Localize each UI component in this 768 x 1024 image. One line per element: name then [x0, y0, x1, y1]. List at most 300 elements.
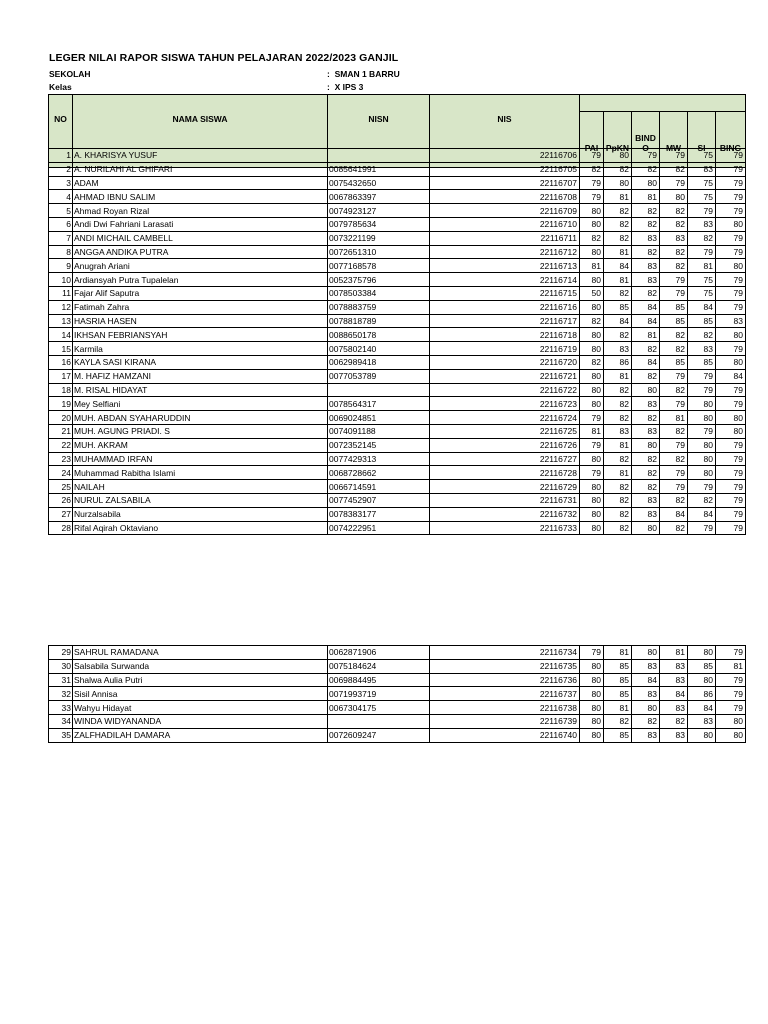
student-nisn: 0077429313 — [328, 452, 430, 466]
table-row — [49, 328, 746, 342]
score-si: 83 — [688, 217, 716, 231]
score-si: 83 — [688, 342, 716, 356]
score-bing: 80 — [716, 411, 746, 425]
row-number: 12 — [49, 300, 73, 314]
score-bindo: 83 — [632, 259, 660, 273]
score-si: 83 — [688, 162, 716, 176]
score-pai: 80 — [580, 521, 604, 535]
score-si: 81 — [688, 259, 716, 273]
student-name: Fajar Alif Saputra — [73, 286, 328, 300]
score-bing: 79 — [716, 507, 746, 521]
score-si: 79 — [688, 204, 716, 218]
student-name: Andi Dwi Fahriani Larasati — [73, 217, 328, 231]
table-row — [49, 411, 746, 425]
student-name: NAILAH — [73, 480, 328, 494]
row-number: 21 — [49, 424, 73, 438]
student-name: KAYLA SASI KIRANA — [73, 355, 328, 369]
table-row — [49, 369, 746, 383]
row-number: 30 — [49, 659, 73, 673]
score-si: 80 — [688, 452, 716, 466]
student-name: MUH. AGUNG PRIADI. S — [73, 424, 328, 438]
score-si: 84 — [688, 507, 716, 521]
header-nama-siswa: NAMA SISWA — [73, 95, 328, 168]
row-number: 25 — [49, 480, 73, 494]
student-nis: 22116712 — [430, 245, 580, 259]
table-row — [49, 273, 746, 287]
score-ppkn: 81 — [604, 646, 632, 660]
header-subject-group — [580, 95, 746, 112]
score-bing: 79 — [716, 673, 746, 687]
score-ppkn: 84 — [604, 259, 632, 273]
score-bindo: 82 — [632, 217, 660, 231]
score-ppkn: 86 — [604, 355, 632, 369]
student-nisn: 0073221199 — [328, 231, 430, 245]
student-name: SAHRUL RAMADANA — [73, 646, 328, 660]
table-row — [49, 190, 746, 204]
student-nis: 22116715 — [430, 286, 580, 300]
score-mw: 79 — [660, 466, 688, 480]
student-nis: 22116727 — [430, 452, 580, 466]
score-ppkn: 80 — [604, 149, 632, 163]
score-mw: 80 — [660, 190, 688, 204]
score-mw: 85 — [660, 355, 688, 369]
header-ppkn: PpKN — [604, 112, 632, 168]
score-si: 84 — [688, 300, 716, 314]
student-nis: 22116720 — [430, 355, 580, 369]
student-nis: 22116729 — [430, 480, 580, 494]
school-name: SMAN 1 BARRU — [334, 69, 400, 79]
score-bing: 83 — [716, 314, 746, 328]
header-nisn: NISN — [328, 95, 430, 168]
score-ppkn: 83 — [604, 342, 632, 356]
score-pai: 82 — [580, 314, 604, 328]
student-nisn — [328, 714, 430, 728]
student-nisn: 0069884495 — [328, 673, 430, 687]
score-pai: 80 — [580, 245, 604, 259]
score-bindo: 82 — [632, 162, 660, 176]
score-bindo: 82 — [632, 286, 660, 300]
score-si: 85 — [688, 355, 716, 369]
score-mw: 82 — [660, 383, 688, 397]
score-ppkn: 85 — [604, 659, 632, 673]
score-si: 79 — [688, 424, 716, 438]
score-bing: 79 — [716, 687, 746, 701]
score-ppkn: 82 — [604, 286, 632, 300]
score-si: 82 — [688, 328, 716, 342]
score-mw: 83 — [660, 659, 688, 673]
student-nisn: 0078383177 — [328, 507, 430, 521]
row-number: 17 — [49, 369, 73, 383]
score-bindo: 82 — [632, 452, 660, 466]
score-bindo: 82 — [632, 342, 660, 356]
student-nis: 22116722 — [430, 383, 580, 397]
row-number: 22 — [49, 438, 73, 452]
score-bindo: 80 — [632, 521, 660, 535]
student-nis: 22116735 — [430, 659, 580, 673]
table-row — [49, 355, 746, 369]
score-bindo: 84 — [632, 300, 660, 314]
student-nis: 22116726 — [430, 438, 580, 452]
student-nis: 22116710 — [430, 217, 580, 231]
student-name: HASRIA HASEN — [73, 314, 328, 328]
score-mw: 83 — [660, 728, 688, 742]
table-row — [49, 466, 746, 480]
score-mw: 81 — [660, 411, 688, 425]
score-si: 79 — [688, 480, 716, 494]
score-bing: 80 — [716, 714, 746, 728]
row-number: 8 — [49, 245, 73, 259]
score-pai: 80 — [580, 701, 604, 715]
score-pai: 80 — [580, 687, 604, 701]
table-row — [49, 507, 746, 521]
score-pai: 82 — [580, 355, 604, 369]
table-row — [49, 701, 746, 715]
row-number: 33 — [49, 701, 73, 715]
student-nisn — [328, 149, 430, 163]
row-number: 23 — [49, 452, 73, 466]
score-mw: 82 — [660, 342, 688, 356]
score-bindo: 79 — [632, 149, 660, 163]
score-ppkn: 81 — [604, 245, 632, 259]
student-name: A. NURILAHI AL GHIFARI — [73, 162, 328, 176]
score-pai: 79 — [580, 190, 604, 204]
score-ppkn: 82 — [604, 452, 632, 466]
student-nisn: 0078883759 — [328, 300, 430, 314]
score-mw: 85 — [660, 314, 688, 328]
score-bing: 79 — [716, 231, 746, 245]
row-number: 24 — [49, 466, 73, 480]
table-row — [49, 493, 746, 507]
score-si: 83 — [688, 714, 716, 728]
student-nisn — [328, 383, 430, 397]
score-si: 85 — [688, 314, 716, 328]
score-si: 86 — [688, 687, 716, 701]
student-nis: 22116736 — [430, 673, 580, 687]
score-bindo: 84 — [632, 673, 660, 687]
score-pai: 82 — [580, 231, 604, 245]
table-row — [49, 204, 746, 218]
score-pai: 79 — [580, 149, 604, 163]
table-row — [49, 521, 746, 535]
score-pai: 79 — [580, 411, 604, 425]
score-bindo: 82 — [632, 245, 660, 259]
score-mw: 79 — [660, 480, 688, 494]
score-bing: 79 — [716, 521, 746, 535]
score-bindo: 83 — [632, 273, 660, 287]
row-number: 18 — [49, 383, 73, 397]
score-bindo: 83 — [632, 507, 660, 521]
score-mw: 79 — [660, 369, 688, 383]
header-no: NO — [49, 95, 73, 168]
score-ppkn: 82 — [604, 714, 632, 728]
score-bindo: 83 — [632, 659, 660, 673]
score-si: 79 — [688, 521, 716, 535]
score-pai: 80 — [580, 673, 604, 687]
table-row — [49, 259, 746, 273]
student-nis: 22116739 — [430, 714, 580, 728]
school-value — [327, 69, 400, 79]
score-mw: 84 — [660, 687, 688, 701]
student-nisn: 0078564317 — [328, 397, 430, 411]
table-row — [49, 245, 746, 259]
score-pai: 79 — [580, 646, 604, 660]
student-nisn: 0067304175 — [328, 701, 430, 715]
score-bindo: 82 — [632, 466, 660, 480]
class-value — [327, 82, 363, 92]
student-name: ADAM — [73, 176, 328, 190]
table-row — [49, 162, 746, 176]
student-nisn: 0079785634 — [328, 217, 430, 231]
score-bing: 81 — [716, 659, 746, 673]
student-name: ANGGA ANDIKA PUTRA — [73, 245, 328, 259]
student-name: Rifal Aqirah Oktaviano — [73, 521, 328, 535]
row-number: 28 — [49, 521, 73, 535]
score-mw: 79 — [660, 397, 688, 411]
student-nis: 22116728 — [430, 466, 580, 480]
score-ppkn: 83 — [604, 424, 632, 438]
student-nis: 22116718 — [430, 328, 580, 342]
score-pai: 80 — [580, 728, 604, 742]
table-row — [49, 424, 746, 438]
row-number: 6 — [49, 217, 73, 231]
student-name: Karmila — [73, 342, 328, 356]
score-bing: 79 — [716, 204, 746, 218]
row-number: 29 — [49, 646, 73, 660]
score-si: 75 — [688, 149, 716, 163]
student-nisn: 0072651310 — [328, 245, 430, 259]
score-si: 75 — [688, 190, 716, 204]
table-row — [49, 286, 746, 300]
student-nisn: 0069024851 — [328, 411, 430, 425]
row-number: 14 — [49, 328, 73, 342]
score-ppkn: 82 — [604, 507, 632, 521]
student-name: ZALFHADILAH DAMARA — [73, 728, 328, 742]
student-nisn: 0075432650 — [328, 176, 430, 190]
row-number: 2 — [49, 162, 73, 176]
header-bing: BING — [716, 112, 746, 168]
header-mw: MW — [660, 112, 688, 168]
student-nisn: 0088650178 — [328, 328, 430, 342]
student-nisn: 0075802140 — [328, 342, 430, 356]
score-mw: 84 — [660, 507, 688, 521]
score-bindo: 82 — [632, 369, 660, 383]
score-bindo: 83 — [632, 728, 660, 742]
score-ppkn: 81 — [604, 466, 632, 480]
table-row — [49, 300, 746, 314]
student-nis: 22116705 — [430, 162, 580, 176]
score-ppkn: 82 — [604, 383, 632, 397]
score-si: 80 — [688, 673, 716, 687]
student-nis: 22116738 — [430, 701, 580, 715]
score-bing: 79 — [716, 452, 746, 466]
score-pai: 80 — [580, 659, 604, 673]
score-mw: 82 — [660, 245, 688, 259]
student-name: Fatimah Zahra — [73, 300, 328, 314]
row-number: 15 — [49, 342, 73, 356]
score-bindo: 80 — [632, 438, 660, 452]
score-si: 80 — [688, 411, 716, 425]
score-bing: 79 — [716, 286, 746, 300]
score-bing: 79 — [716, 162, 746, 176]
student-name: AHMAD IBNU SALIM — [73, 190, 328, 204]
school-separator: : — [327, 69, 330, 79]
row-number: 32 — [49, 687, 73, 701]
score-mw: 82 — [660, 424, 688, 438]
row-number: 31 — [49, 673, 73, 687]
student-nis: 22116713 — [430, 259, 580, 273]
table-row — [49, 397, 746, 411]
student-name: ANDI MICHAIL CAMBELL — [73, 231, 328, 245]
student-nisn: 0077168578 — [328, 259, 430, 273]
score-mw: 82 — [660, 493, 688, 507]
score-bindo: 83 — [632, 493, 660, 507]
score-pai: 80 — [580, 507, 604, 521]
student-nisn: 0067863397 — [328, 190, 430, 204]
class-separator: : — [327, 82, 330, 92]
student-name: M. HAFIZ HAMZANI — [73, 369, 328, 383]
score-bindo: 82 — [632, 714, 660, 728]
score-mw: 82 — [660, 714, 688, 728]
score-bing: 80 — [716, 355, 746, 369]
score-si: 80 — [688, 397, 716, 411]
header-nis: NIS — [430, 95, 580, 168]
score-bing: 79 — [716, 646, 746, 660]
score-pai: 79 — [580, 438, 604, 452]
score-mw: 85 — [660, 300, 688, 314]
row-number: 27 — [49, 507, 73, 521]
score-bing: 84 — [716, 369, 746, 383]
score-si: 80 — [688, 438, 716, 452]
table-row — [49, 714, 746, 728]
score-bindo: 80 — [632, 646, 660, 660]
student-nis: 22116714 — [430, 273, 580, 287]
student-name: Salsabila Surwanda — [73, 659, 328, 673]
student-nisn: 0052375796 — [328, 273, 430, 287]
score-pai: 80 — [580, 328, 604, 342]
score-bing: 79 — [716, 176, 746, 190]
score-ppkn: 82 — [604, 480, 632, 494]
table-row — [49, 383, 746, 397]
table-row — [49, 217, 746, 231]
score-pai: 79 — [580, 466, 604, 480]
header-si: SI — [688, 112, 716, 168]
student-nisn: 0078818789 — [328, 314, 430, 328]
school-label: SEKOLAH — [49, 69, 91, 79]
score-mw: 79 — [660, 286, 688, 300]
score-pai: 50 — [580, 286, 604, 300]
row-number: 9 — [49, 259, 73, 273]
score-si: 82 — [688, 493, 716, 507]
score-bing: 80 — [716, 424, 746, 438]
student-nisn: 0077452907 — [328, 493, 430, 507]
grade-table-part-1 — [48, 148, 746, 535]
student-nisn: 0062871906 — [328, 646, 430, 660]
student-name: MUHAMMAD IRFAN — [73, 452, 328, 466]
row-number: 5 — [49, 204, 73, 218]
student-nisn: 0075184624 — [328, 659, 430, 673]
score-bindo: 83 — [632, 424, 660, 438]
student-nisn: 0068728662 — [328, 466, 430, 480]
student-name: M. RISAL HIDAYAT — [73, 383, 328, 397]
score-pai: 79 — [580, 176, 604, 190]
student-nis: 22116733 — [430, 521, 580, 535]
row-number: 20 — [49, 411, 73, 425]
score-bindo: 81 — [632, 190, 660, 204]
score-bing: 79 — [716, 493, 746, 507]
score-bing: 79 — [716, 149, 746, 163]
score-mw: 82 — [660, 521, 688, 535]
student-name: MUH. AKRAM — [73, 438, 328, 452]
score-bing: 79 — [716, 300, 746, 314]
row-number: 7 — [49, 231, 73, 245]
row-number: 1 — [49, 149, 73, 163]
score-ppkn: 82 — [604, 231, 632, 245]
score-ppkn: 81 — [604, 190, 632, 204]
student-name: Muhammad Rabitha Islami — [73, 466, 328, 480]
student-nis: 22116734 — [430, 646, 580, 660]
student-nis: 22116731 — [430, 493, 580, 507]
score-bing: 79 — [716, 397, 746, 411]
score-ppkn: 82 — [604, 204, 632, 218]
score-pai: 81 — [580, 259, 604, 273]
score-si: 82 — [688, 231, 716, 245]
student-name: Wahyu Hidayat — [73, 701, 328, 715]
row-number: 3 — [49, 176, 73, 190]
score-bindo: 83 — [632, 231, 660, 245]
student-name: NURUL ZALSABILA — [73, 493, 328, 507]
table-row — [49, 149, 746, 163]
score-si: 79 — [688, 245, 716, 259]
student-nis: 22116732 — [430, 507, 580, 521]
score-mw: 79 — [660, 273, 688, 287]
score-si: 75 — [688, 286, 716, 300]
student-nis: 22116721 — [430, 369, 580, 383]
score-mw: 82 — [660, 328, 688, 342]
score-bing: 79 — [716, 383, 746, 397]
score-bindo: 80 — [632, 383, 660, 397]
student-nis: 22116711 — [430, 231, 580, 245]
score-mw: 83 — [660, 231, 688, 245]
student-name: Anugrah Ariani — [73, 259, 328, 273]
student-nis: 22116740 — [430, 728, 580, 742]
score-si: 75 — [688, 273, 716, 287]
student-nisn: 0074923127 — [328, 204, 430, 218]
score-mw: 83 — [660, 673, 688, 687]
score-bing: 79 — [716, 190, 746, 204]
student-name: Shalwa Aulia Putri — [73, 673, 328, 687]
row-number: 19 — [49, 397, 73, 411]
row-number: 11 — [49, 286, 73, 300]
score-ppkn: 85 — [604, 673, 632, 687]
score-pai: 80 — [580, 217, 604, 231]
score-bindo: 82 — [632, 411, 660, 425]
table-row — [49, 438, 746, 452]
score-pai: 80 — [580, 300, 604, 314]
score-ppkn: 82 — [604, 521, 632, 535]
score-pai: 80 — [580, 480, 604, 494]
page-title: LEGER NILAI RAPOR SISWA TAHUN PELAJARAN 2022/2023 GANJIL — [49, 52, 399, 64]
score-ppkn: 82 — [604, 493, 632, 507]
score-ppkn: 82 — [604, 411, 632, 425]
row-number: 13 — [49, 314, 73, 328]
student-nisn: 0071993719 — [328, 687, 430, 701]
student-nis: 22116706 — [430, 149, 580, 163]
table-row — [49, 728, 746, 742]
score-bindo: 80 — [632, 701, 660, 715]
score-pai: 80 — [580, 397, 604, 411]
student-nisn: 0062989418 — [328, 355, 430, 369]
score-pai: 81 — [580, 424, 604, 438]
